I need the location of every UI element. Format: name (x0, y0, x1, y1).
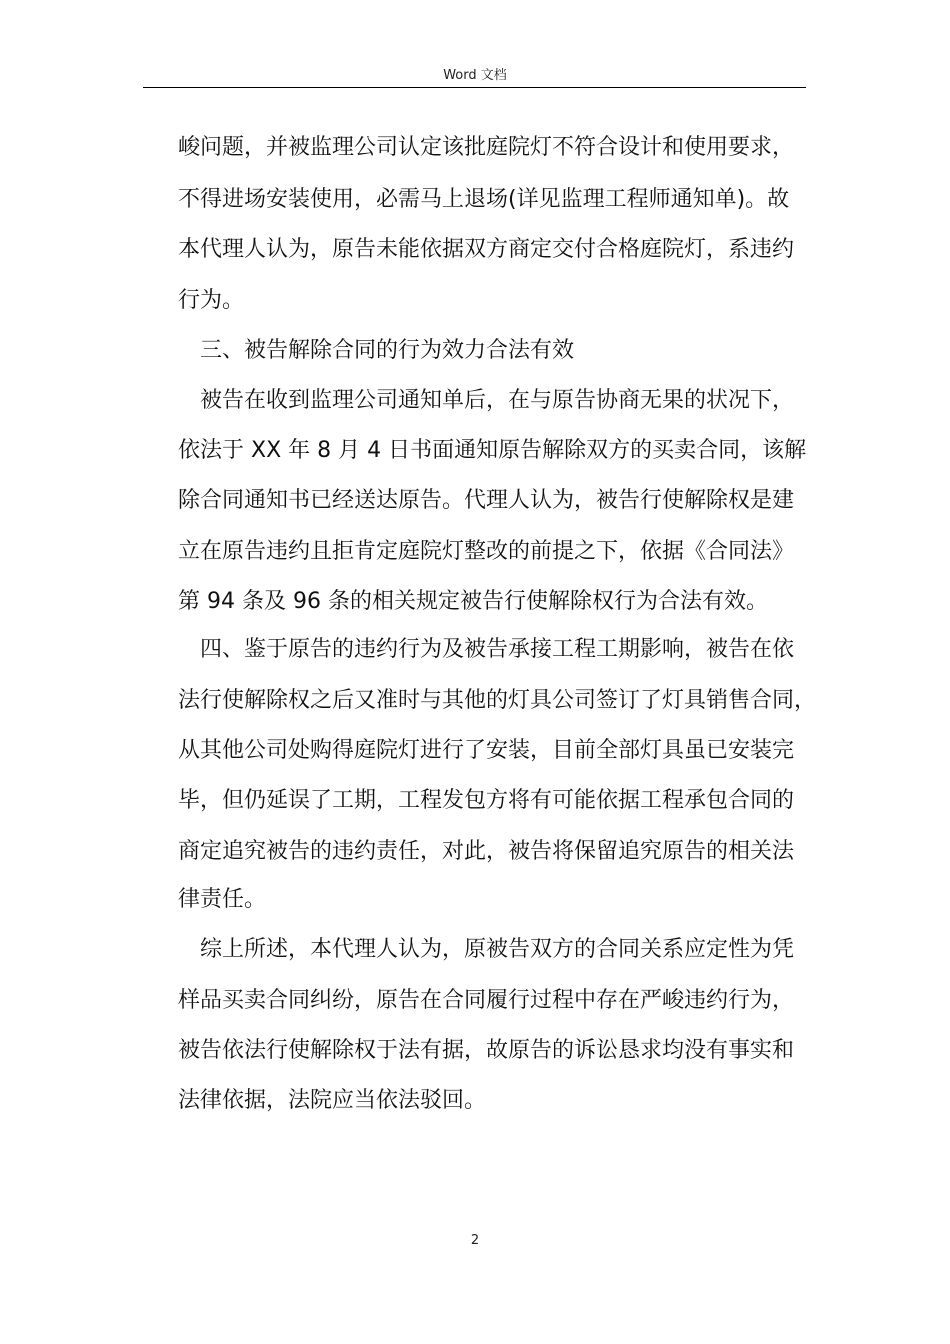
body-text-line: 除合同通知书已经送达原告。代理人认为，被告行使解除权是建 (178, 488, 795, 513)
body-text-line: 不得进场安装使用，必需马上退场(详见监理工程师通知单)。故 (178, 187, 790, 212)
body-text-line: 依法于 XX 年 8 月 4 日书面通知原告解除双方的买卖合同，该解 (178, 438, 807, 463)
body-text-line: 法律依据，法院应当依法驳回。 (178, 1088, 487, 1113)
page-number: 2 (470, 1233, 480, 1248)
body-text-line: 立在原告违约且拒肯定庭院灯整改的前提之下，依据《合同法》 (178, 539, 795, 564)
page-header-label: Word 文档 (443, 68, 507, 83)
body-text-line: 律责任。 (178, 887, 267, 912)
paragraph-first-line: 综上所述，本代理人认为，原被告双方的合同关系应定性为凭 (200, 937, 795, 962)
body-text-line: 行为。 (178, 288, 245, 313)
body-text-line: 本代理人认为，原告未能依据双方商定交付合格庭院灯，系违约 (178, 237, 795, 262)
body-text-line: 法行使解除权之后又准时与其他的灯具公司签订了灯具销售合同， (178, 688, 817, 713)
body-text-line: 峻问题，并被监理公司认定该批庭院灯不符合设计和使用要求， (178, 135, 795, 160)
body-text-line: 第 94 条及 96 条的相关规定被告行使解除权行为合法有效。 (178, 589, 768, 614)
paragraph-first-line: 被告在收到监理公司通知单后，在与原告协商无果的状况下， (200, 388, 795, 413)
body-text-line: 商定追究被告的违约责任，对此，被告将保留追究原告的相关法 (178, 839, 795, 864)
paragraph-first-line: 四、鉴于原告的违约行为及被告承接工程工期影响，被告在依 (200, 637, 795, 662)
body-text-line: 从其他公司处购得庭院灯进行了安装，目前全部灯具虽已安装完 (178, 738, 795, 763)
body-text-line: 被告依法行使解除权于法有据，故原告的诉讼恳求均没有事实和 (178, 1038, 795, 1063)
header-divider (143, 87, 806, 88)
section-heading: 三、被告解除合同的行为效力合法有效 (200, 338, 575, 363)
body-text-line: 样品买卖合同纠纷，原告在合同履行过程中存在严峻违约行为， (178, 988, 795, 1013)
body-text-line: 毕，但仍延误了工期，工程发包方将有可能依据工程承包合同的 (178, 788, 795, 813)
